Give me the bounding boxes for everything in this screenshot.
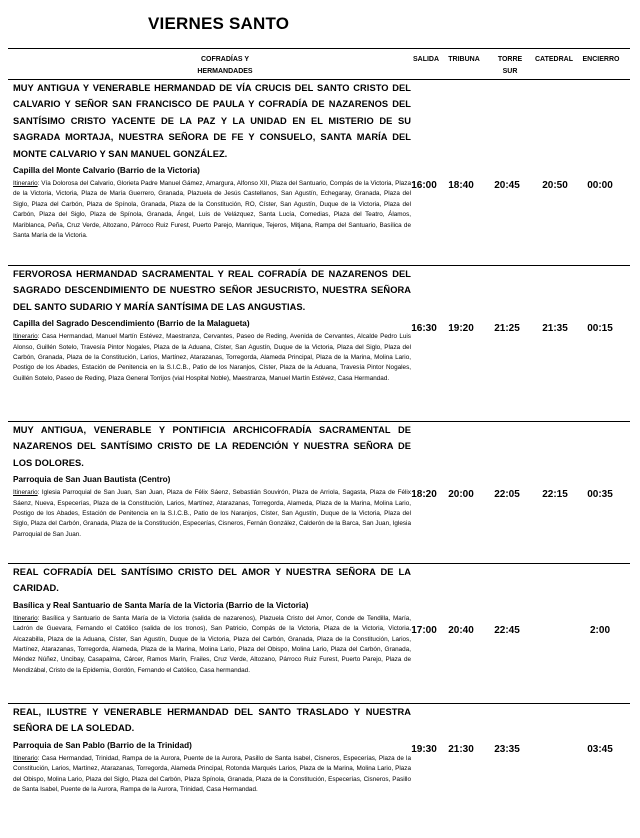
- time-catedral: 21:35: [542, 323, 568, 334]
- time-tribuna: 18:40: [448, 180, 474, 191]
- time-torre-sur: 21:25: [494, 323, 520, 334]
- procession-row: [13, 266, 411, 384]
- page-title: VIERNES SANTO: [148, 14, 290, 33]
- time-encierro: 03:45: [587, 744, 613, 755]
- time-encierro: 2:00: [589, 625, 610, 636]
- brotherhood-name: REAL COFRADÍA DEL SANTÍSIMO CRISTO DEL AMOR Y NUESTRA SEÑORA DE LA CARIDAD.: [13, 567, 411, 594]
- itinerary-text: Itinerario: Casa Hermandad, Trinidad, Rampa de la Aurora, Puente de la Aurora, Pasillo de Santa Isabel, Cisneros, Especerías, Plaza de la Constitución, Larios, Martínez, Atarazanas, Torregorda, Alameda Principal, Rotonda Marqués Larios, Plaza de la Marina, Molina Lario, Plaza del Obispo, Molina Lario, Plaza del Siglo, Plaza del Carbón, Plaza Spínola, Granada, Plaza de la Constitución, Especerías, Cisneros, Pasillo de Santa Isabel, Puente de la Aurora, Rampa de la Aurora, Trinidad, Casa Hermandad.: [13, 754, 411, 794]
- time-torre-sur: 20:45: [494, 180, 520, 191]
- procession-row: [13, 564, 411, 676]
- itinerary-route: Basílica y Santuario de Santa María de la Victoria (salida de nazarenos), Plazuela Cristo del Amor, Conde de Tendilla, María, Ladrón de Guevara, Fernando el Católico (salida de los tronos), San Patricio, Compás de la Victoria, Plaza de la Victoria, Victoria, Alcazabilla, Plaza de la Aduana, Císter, San Agustín, Duque de la Victoria, Plaza del Carbón, Granada, Plaza de la Constitución, Larios, Martínez, Atarazanas, Torregorda, Alameda, Plaza de la Marina, Molina Lario, Plaza del Obispo, Molina Lario, Plaza del Carbón, Granada, Méndez Núñez, Uncibay, Casapalma, Cárcer, Ramos Marín, Frailes, Cruz Verde, Altozano, Párroco Ruiz Furest, Puerto Parejo, Plaza de Mendizábal, Cristo de la Epidemia, Gordón, Fernando el Católico, Casa hermandad.: [13, 614, 411, 674]
- time-encierro: 00:15: [587, 323, 613, 334]
- itinerary-route: Casa Hermandad, Trinidad, Rampa de la Aurora, Puente de la Aurora, Pasillo de Santa Isabel, Cisneros, Especerías, Plaza de la Constitución, Larios, Martínez, Atarazanas, Torregorda, Alameda Principal, Rotonda Marqués Larios, Plaza de la Marina, Molina Lario, Plaza del Obispo, Molina Lario, Plaza del Siglo, Plaza del Carbón, Plaza Spínola, Granada, Plaza de la Constitución, Especerías, Cisneros, Pasillo de Santa Isabel, Puente de la Aurora, Rampa de la Aurora, Trinidad, Casa Hermandad.: [13, 754, 411, 794]
- church-location: Parroquia de San Juan Bautista (Centro): [13, 475, 171, 485]
- church-location: Capilla del Sagrado Descendimiento (Barrio de la Malagueta): [13, 319, 250, 329]
- itinerary-route: Vía Dolorosa del Calvario, Glorieta Padre Manuel Gámez, Amargura, Alfonso XII, Plaza del Santuario, Compás de la Victoria, Plaza de la Victoria, Victoria, Plaza de María Guerrero, Granada, Plazuela de Jesús Castellanos, San Agustín, Echegaray, Granada, Plaza del Siglo, Plaza del Carbón, Plaza de Spínola, Granada, Plaza de la Constitución, RO, Císter, San Agustín, Duque de la Victoria, Plaza del Carbón, Plaza del Siglo, Plaza de Spínola, Granada, Ángel, Luis de Velázquez, Santa Lucía, Comedias, Plaza del Teatro, Álamos, Mariblanca, Peña, Cruz Verde, Altozano, Párroco Ruiz Furest, Puerto Parejo, Manrique, Tejeros, Mitjana, Rampa del Santuario, Basílica de Santa María de la Victoria.: [13, 180, 411, 240]
- procession-row: [13, 704, 411, 795]
- header-cofradias-label: [150, 54, 300, 78]
- church-location: Basílica y Real Santuario de Santa María de la Victoria (Barrio de la Victoria): [13, 600, 309, 610]
- header-encierro: ENCIERRO: [582, 56, 620, 63]
- itinerary-text: Itinerario: Casa Hermandad, Manuel Martín Estévez, Maestranza, Cervantes, Paseo de Reding, Avenida de Cervantes, Alcalde Pedro Luis Alonso, Guillén Sotelo, Travesía Pintor Nogales, Plaza de la Aduana, Císter, San Agustín, Duque de la Victoria, Plaza del Siglo, Plaza del Carbón, Granada, Plaza de la Constitución, Larios, Martínez, Atarazanas, Torregorda, Alameda Principal, Plaza de la Marina, Molina Lario, Postigo de los Abades, Estación de Penitencia en la S.I.C.B., Patio de los Naranjos, Císter, Plaza de la Aduana, Travesía Pintor Nogales, Guillén Sotelo, Paseo de Reding, Plaza General Torrijos (vial Hospital Noble), Maestranza, Manuel Martín Estévez, Casa Hermandad.: [13, 333, 411, 382]
- time-torre-sur: 22:45: [494, 625, 520, 636]
- brotherhood-name: FERVOROSA HERMANDAD SACRAMENTAL Y REAL COFRADÍA DE NAZARENOS DEL SAGRADO DESCENDIMIENTO DE NUESTRO SEÑOR JESUCRISTO, NUESTRA SEÑORA DEL SANTO SUDARIO Y MARÍA SANTÍSIMA DE LAS ANGUSTIAS.: [13, 269, 411, 312]
- time-catedral: 20:50: [542, 180, 568, 191]
- procession-row: [13, 80, 411, 241]
- itinerary-label: Itinerario: [13, 333, 38, 341]
- itinerary-text: Itinerario: Basílica y Santuario de Santa María de la Victoria (salida de nazarenos), Plazuela Cristo del Amor, Conde de Tendilla, María, Ladrón de Guevara, Fernando el Católico (salida de los tronos), San Patricio, Compás de la Victoria, Plaza de la Victoria, Victoria, Alcazabilla, Plaza de la Aduana, Císter, San Agustín, Duque de la Victoria, Plaza del Carbón, Granada, Plaza de la Constitución, Larios, Martínez, Atarazanas, Torregorda, Alameda, Plaza de la Marina, Molina Lario, Plaza del Obispo, Molina Lario, Plaza del Carbón, Granada, Méndez Núñez, Uncibay, Casapalma, Cárcer, Ramos Marín, Frailes, Cruz Verde, Altozano, Párroco Ruiz Furest, Puerto Parejo, Plaza de Mendizábal, Cristo de la Epidemia, Gordón, Fernando el Católico, Casa hermandad.: [13, 614, 411, 674]
- header-tribuna: TRIBUNA: [448, 56, 480, 63]
- time-encierro: 00:00: [587, 180, 613, 191]
- itinerary-text: Itinerario: Vía Dolorosa del Calvario, Glorieta Padre Manuel Gámez, Amargura, Alfonso XII, Plaza del Santuario, Compás de la Victoria, Plaza de la Victoria, Victoria, Plaza de María Guerrero, Granada, Plazuela de Jesús Castellanos, San Agustín, Echegaray, Granada, Plaza del Siglo, Plaza del Carbón, Plaza de Spínola, Granada, Plaza de la Constitución, RO, Císter, San Agustín, Duque de la Victoria, Plaza del Carbón, Plaza del Siglo, Plaza de Spínola, Granada, Ángel, Luis de Velázquez, Santa Lucía, Comedias, Plaza del Teatro, Álamos, Mariblanca, Peña, Cruz Verde, Altozano, Párroco Ruiz Furest, Puerto Parejo, Manrique, Tejeros, Mitjana, Rampa del Santuario, Basílica de Santa María de la Victoria.: [13, 180, 411, 240]
- time-catedral: 22:15: [542, 489, 568, 500]
- itinerary-route: Casa Hermandad, Manuel Martín Estévez, Maestranza, Cervantes, Paseo de Reding, Avenida de Cervantes, Alcalde Pedro Luis Alonso, Guillén Sotelo, Travesía Pintor Nogales, Plaza de la Aduana, Císter, San Agustín, Duque de la Victoria, Plaza del Siglo, Plaza del Carbón, Granada, Plaza de la Constitución, Larios, Martínez, Atarazanas, Torregorda, Alameda Principal, Plaza de la Marina, Molina Lario, Postigo de los Abades, Estación de Penitencia en la S.I.C.B., Patio de los Naranjos, Císter, Plaza de la Aduana, Travesía Pintor Nogales, Guillén Sotelo, Paseo de Reding, Plaza General Torrijos (vial Hospital Noble), Maestranza, Manuel Martín Estévez, Casa Hermandad.: [13, 333, 411, 382]
- itinerary-label: Itinerario: [13, 489, 38, 497]
- church-location: Capilla del Monte Calvario (Barrio de la Victoria): [13, 166, 200, 176]
- time-salida: 19:30: [411, 744, 437, 755]
- itinerary-label: Itinerario: [13, 614, 38, 622]
- header-torre: TORRE: [497, 56, 523, 63]
- header-salida: SALIDA: [412, 56, 440, 63]
- time-tribuna: 20:00: [448, 489, 474, 500]
- header-top-rule: [8, 48, 630, 49]
- brotherhood-name: MUY ANTIGUA, VENERABLE Y PONTIFICIA ARCHICOFRADÍA SACRAMENTAL DE NAZARENOS DEL SANTÍSIMO CRISTO DE LA REDENCIÓN Y NUESTRA SEÑORA DE LOS DOLORES.: [13, 425, 411, 468]
- itinerary-text: Itinerario: Iglesia Parroquial de San Juan, San Juan, Plaza de Félix Sáenz, Sebastián Souvirón, Plaza de Arriola, Sagasta, Plaza de Félix Sáenz, Nueva, Especerías, Plaza de la Constitución, Larios, Martínez, Atarazanas, Torregorda, Alameda, Plaza de la Marina, Molina Lario, Postigo de los Abades, Estación de Penitencia en la S.I.C.B., Patio de los Naranjos, Císter, San Agustín, Duque de la Victoria, Plaza del Siglo, Plaza del Carbón, Granada, Plaza de la Constitución, Especerías, Cisneros, Fernán González, Calderón de la Barca, San Juan, Iglesia Parroquial de San Juan.: [13, 489, 411, 538]
- brotherhood-name: MUY ANTIGUA Y VENERABLE HERMANDAD DE VÍA CRUCIS DEL SANTO CRISTO DEL CALVARIO Y SEÑOR SAN FRANCISCO DE PAULA Y COFRADÍA DE NAZARENOS DEL SANTÍSIMO CRISTO YACENTE DE LA PAZ Y LA UNIDAD EN EL MISTERIO DE SU SAGRADA MORTAJA, NUESTRA SEÑORA DE FE Y CONSUELO, SANTA MARÍA DEL MONTE CALVARIO Y SAN MANUEL GONZÁLEZ.: [13, 83, 411, 159]
- itinerary-route: Iglesia Parroquial de San Juan, San Juan, Plaza de Félix Sáenz, Sebastián Souvirón, Plaza de Arriola, Sagasta, Plaza de Félix Sáenz, Nueva, Especerías, Plaza de la Constitución, Larios, Martínez, Atarazanas, Torregorda, Alameda, Plaza de la Marina, Molina Lario, Postigo de los Abades, Estación de Penitencia en la S.I.C.B., Patio de los Naranjos, Císter, San Agustín, Duque de la Victoria, Plaza del Siglo, Plaza del Carbón, Granada, Plaza de la Constitución, Especerías, Cisneros, Fernán González, Calderón de la Barca, San Juan, Iglesia Parroquial de San Juan.: [13, 489, 411, 538]
- time-salida: 18:20: [411, 489, 437, 500]
- time-torre-sur: 23:35: [494, 744, 520, 755]
- header-torre-sur: [492, 54, 528, 78]
- time-torre-sur: 22:05: [494, 489, 520, 500]
- time-tribuna: 21:30: [448, 744, 474, 755]
- brotherhood-name: REAL, ILUSTRE Y VENERABLE HERMANDAD DEL SANTO TRASLADO Y NUESTRA SEÑORA DE LA SOLEDAD.: [13, 707, 411, 734]
- itinerary-label: Itinerario: [13, 180, 38, 188]
- time-tribuna: 19:20: [448, 323, 474, 334]
- header-sur: SUR: [502, 68, 518, 75]
- time-tribuna: 20:40: [448, 625, 474, 636]
- itinerary-label: Itinerario: [13, 754, 38, 762]
- procession-row: [13, 422, 411, 540]
- header-cofradias: COFRADÍAS Y: [200, 56, 250, 63]
- church-location: Parroquia de San Pablo (Barrio de la Trinidad): [13, 740, 192, 750]
- time-salida: 17:00: [411, 625, 437, 636]
- header-hermandades: HERMANDADES: [197, 68, 253, 75]
- time-salida: 16:30: [411, 323, 437, 334]
- header-catedral: CATEDRAL: [535, 56, 573, 63]
- time-salida: 16:00: [411, 180, 437, 191]
- time-encierro: 00:35: [587, 489, 613, 500]
